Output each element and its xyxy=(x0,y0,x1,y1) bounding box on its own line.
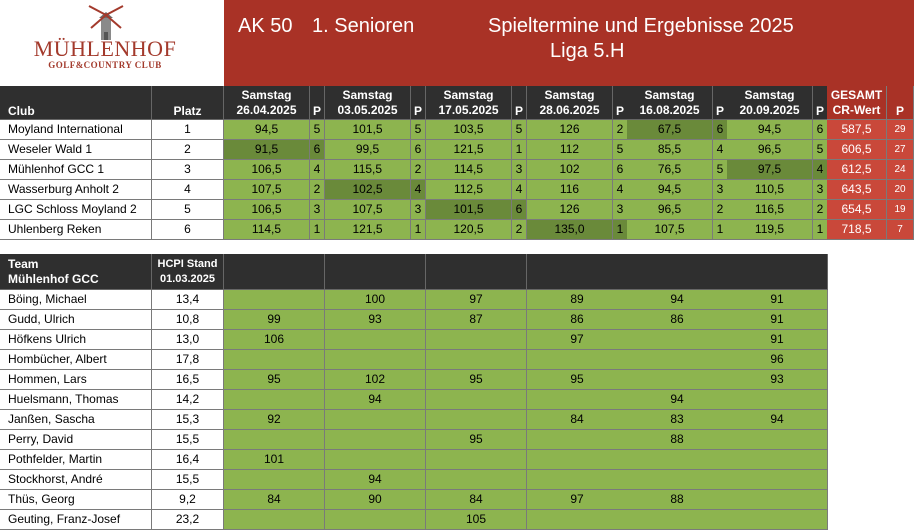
club-name: Mühlenhof GCC 1 xyxy=(0,160,152,180)
club-name: Uhlenberg Reken xyxy=(0,220,152,240)
player-name: Stockhorst, André xyxy=(0,470,152,490)
player-score: 95 xyxy=(426,370,527,390)
club-col-header xyxy=(0,86,152,120)
player-score xyxy=(527,430,628,450)
round-score: 94,5 xyxy=(224,120,310,140)
date-value: 16.08.2025 xyxy=(639,103,700,117)
player-score: 102 xyxy=(325,370,426,390)
round-score: 120,5 xyxy=(426,220,512,240)
round-points: 3 xyxy=(613,200,628,220)
total-score: 643,5 xyxy=(827,180,887,200)
round-points: 2 xyxy=(813,200,828,220)
platz-col-header: Platz xyxy=(152,86,224,120)
player-row xyxy=(0,470,914,490)
round-points: 4 xyxy=(613,180,628,200)
club-rank: 4 xyxy=(152,180,224,200)
round-points: 1 xyxy=(411,220,426,240)
club-name: Wasserburg Anholt 2 xyxy=(0,180,152,200)
player-name: Böing, Michael xyxy=(0,290,152,310)
team-date-col-4 xyxy=(527,254,628,290)
club-row xyxy=(0,220,914,240)
round-score: 101,5 xyxy=(426,200,512,220)
round-points: 3 xyxy=(713,180,728,200)
round-points: 5 xyxy=(813,140,828,160)
player-score: 83 xyxy=(627,410,728,430)
player-score xyxy=(426,410,527,430)
round-points: 1 xyxy=(310,220,325,240)
date-day: Samstag xyxy=(744,88,795,102)
points-col-header-5: P xyxy=(713,86,728,120)
round-points: 5 xyxy=(613,140,628,160)
total-score: 718,5 xyxy=(827,220,887,240)
round-score: 115,5 xyxy=(325,160,411,180)
player-score xyxy=(627,350,728,370)
player-score xyxy=(325,330,426,350)
round-points: 2 xyxy=(613,120,628,140)
team-date-col-3 xyxy=(426,254,527,290)
round-score: 126 xyxy=(527,120,613,140)
points-col-header-6: P xyxy=(813,86,828,120)
player-score xyxy=(727,390,828,410)
round-points: 1 xyxy=(613,220,628,240)
total-points-header: P xyxy=(887,86,914,120)
round-points: 5 xyxy=(512,120,527,140)
points-col-header-3: P xyxy=(512,86,527,120)
player-score xyxy=(727,450,828,470)
round-score: 116,5 xyxy=(727,200,813,220)
player-score: 91 xyxy=(727,310,828,330)
team-label: Team xyxy=(8,257,39,271)
points-col-header-2: P xyxy=(411,86,426,120)
date-day: Samstag xyxy=(241,88,292,102)
player-score xyxy=(224,470,325,490)
round-score: 99,5 xyxy=(325,140,411,160)
player-score xyxy=(727,490,828,510)
logo-sub-text: GOLF&COUNTRY CLUB xyxy=(48,60,162,70)
date-value: 28.06.2025 xyxy=(539,103,600,117)
round-score: 67,5 xyxy=(627,120,713,140)
player-row xyxy=(0,450,914,470)
round-points: 4 xyxy=(713,140,728,160)
player-hcpi: 16,4 xyxy=(152,450,224,470)
player-score: 84 xyxy=(426,490,527,510)
date-header-1 xyxy=(224,86,310,120)
team-club-label: Mühlenhof GCC xyxy=(8,272,99,286)
player-score: 84 xyxy=(527,410,628,430)
gesamt-label: GESAMT xyxy=(830,88,883,102)
player-hcpi: 13,0 xyxy=(152,330,224,350)
round-score: 101,5 xyxy=(325,120,411,140)
date-value: 03.05.2025 xyxy=(337,103,398,117)
round-score: 135,0 xyxy=(527,220,613,240)
round-score: 114,5 xyxy=(224,220,310,240)
player-row xyxy=(0,310,914,330)
round-points: 1 xyxy=(813,220,828,240)
round-score: 112 xyxy=(527,140,613,160)
round-points: 4 xyxy=(310,160,325,180)
player-hcpi: 15,5 xyxy=(152,470,224,490)
round-points: 3 xyxy=(512,160,527,180)
round-score: 94,5 xyxy=(627,180,713,200)
player-score xyxy=(325,450,426,470)
player-score: 90 xyxy=(325,490,426,510)
team-class: 1. Senioren xyxy=(312,15,415,37)
round-points: 6 xyxy=(613,160,628,180)
round-points: 2 xyxy=(713,200,728,220)
player-score xyxy=(426,330,527,350)
player-row xyxy=(0,490,914,510)
player-score: 84 xyxy=(224,490,325,510)
round-score: 103,5 xyxy=(426,120,512,140)
player-score xyxy=(527,390,628,410)
club-rank: 2 xyxy=(152,140,224,160)
round-points: 3 xyxy=(813,180,828,200)
round-score: 126 xyxy=(527,200,613,220)
points-col-header-1: P xyxy=(310,86,325,120)
hcpi-col-header xyxy=(152,254,224,290)
player-row xyxy=(0,390,914,410)
gesamt-header xyxy=(827,86,887,120)
player-score xyxy=(727,470,828,490)
player-score xyxy=(426,350,527,370)
date-value: 17.05.2025 xyxy=(438,103,499,117)
round-points: 2 xyxy=(310,180,325,200)
player-name: Thüs, Georg xyxy=(0,490,152,510)
team-date-col-1 xyxy=(224,254,325,290)
player-hcpi: 13,4 xyxy=(152,290,224,310)
club-row xyxy=(0,200,914,220)
club-row xyxy=(0,160,914,180)
player-score xyxy=(426,470,527,490)
date-day: Samstag xyxy=(443,88,494,102)
player-score: 94 xyxy=(325,390,426,410)
total-points: 29 xyxy=(887,120,914,140)
age-class: AK 50 xyxy=(238,15,293,37)
player-score xyxy=(627,470,728,490)
player-hcpi: 16,5 xyxy=(152,370,224,390)
points-col-header-4: P xyxy=(613,86,628,120)
logo-area xyxy=(0,0,224,86)
round-score: 106,5 xyxy=(224,160,310,180)
player-score: 95 xyxy=(426,430,527,450)
round-points: 1 xyxy=(512,140,527,160)
player-score: 105 xyxy=(426,510,527,530)
round-points: 6 xyxy=(512,200,527,220)
round-score: 110,5 xyxy=(727,180,813,200)
hcpi-label: HCPI Stand xyxy=(157,258,218,270)
club-table-header xyxy=(0,86,914,120)
player-score: 101 xyxy=(224,450,325,470)
player-row xyxy=(0,330,914,350)
player-score xyxy=(426,390,527,410)
player-score: 97 xyxy=(527,490,628,510)
player-score xyxy=(224,430,325,450)
date-day: Samstag xyxy=(544,88,595,102)
date-header-2 xyxy=(325,86,411,120)
player-name: Höfkens Ulrich xyxy=(0,330,152,350)
round-score: 121,5 xyxy=(426,140,512,160)
player-score xyxy=(325,410,426,430)
page-title: Spieltermine und Ergebnisse 2025 xyxy=(488,15,794,37)
team-table-header xyxy=(0,254,914,290)
player-score xyxy=(325,350,426,370)
player-score xyxy=(325,430,426,450)
player-score: 97 xyxy=(527,330,628,350)
spacer-row xyxy=(0,240,914,254)
round-score: 76,5 xyxy=(627,160,713,180)
round-points: 6 xyxy=(411,140,426,160)
total-points: 19 xyxy=(887,200,914,220)
player-score xyxy=(527,470,628,490)
round-score: 119,5 xyxy=(727,220,813,240)
total-score: 606,5 xyxy=(827,140,887,160)
club-row xyxy=(0,120,914,140)
player-score: 92 xyxy=(224,410,325,430)
player-score xyxy=(527,450,628,470)
title-banner xyxy=(224,0,914,86)
round-points: 2 xyxy=(411,160,426,180)
player-score: 95 xyxy=(224,370,325,390)
player-score xyxy=(727,510,828,530)
total-score: 587,5 xyxy=(827,120,887,140)
round-points: 6 xyxy=(813,120,828,140)
player-score: 91 xyxy=(727,330,828,350)
player-score xyxy=(727,430,828,450)
player-hcpi: 9,2 xyxy=(152,490,224,510)
round-score: 91,5 xyxy=(224,140,310,160)
round-points: 1 xyxy=(713,220,728,240)
club-logo xyxy=(25,2,185,82)
player-score: 99 xyxy=(224,310,325,330)
player-score xyxy=(325,510,426,530)
player-score: 96 xyxy=(727,350,828,370)
round-score: 112,5 xyxy=(426,180,512,200)
round-score: 94,5 xyxy=(727,120,813,140)
player-score: 94 xyxy=(727,410,828,430)
total-points: 27 xyxy=(887,140,914,160)
round-points: 4 xyxy=(411,180,426,200)
player-score xyxy=(224,350,325,370)
hcpi-date: 01.03.2025 xyxy=(159,273,216,285)
round-score: 121,5 xyxy=(325,220,411,240)
player-score: 94 xyxy=(627,290,728,310)
player-row xyxy=(0,350,914,370)
player-score xyxy=(627,330,728,350)
round-score: 102 xyxy=(527,160,613,180)
player-row xyxy=(0,370,914,390)
date-header-4 xyxy=(527,86,613,120)
player-row xyxy=(0,510,914,530)
player-score xyxy=(426,450,527,470)
club-row xyxy=(0,180,914,200)
round-points: 4 xyxy=(512,180,527,200)
player-hcpi: 10,8 xyxy=(152,310,224,330)
player-score: 86 xyxy=(527,310,628,330)
player-score xyxy=(627,510,728,530)
club-row xyxy=(0,140,914,160)
club-rank: 5 xyxy=(152,200,224,220)
total-score: 612,5 xyxy=(827,160,887,180)
player-score: 94 xyxy=(627,390,728,410)
player-hcpi: 23,2 xyxy=(152,510,224,530)
player-score xyxy=(627,450,728,470)
total-points: 24 xyxy=(887,160,914,180)
player-score: 95 xyxy=(527,370,628,390)
round-points: 3 xyxy=(310,200,325,220)
round-points: 3 xyxy=(411,200,426,220)
date-header-6 xyxy=(727,86,813,120)
player-score: 87 xyxy=(426,310,527,330)
player-score xyxy=(224,510,325,530)
club-name: Moyland International xyxy=(0,120,152,140)
player-score: 88 xyxy=(627,490,728,510)
team-col-header xyxy=(0,254,152,290)
total-score: 654,5 xyxy=(827,200,887,220)
player-name: Pothfelder, Martin xyxy=(0,450,152,470)
date-header-5 xyxy=(627,86,713,120)
team-date-col-5 xyxy=(627,254,728,290)
round-score: 96,5 xyxy=(727,140,813,160)
crwert-label: CR-Wert xyxy=(832,103,881,117)
round-score: 107,5 xyxy=(325,200,411,220)
date-value: 20.09.2025 xyxy=(739,103,800,117)
player-name: Huelsmann, Thomas xyxy=(0,390,152,410)
round-score: 102,5 xyxy=(325,180,411,200)
player-score: 100 xyxy=(325,290,426,310)
round-score: 85,5 xyxy=(627,140,713,160)
date-day: Samstag xyxy=(644,88,695,102)
player-name: Hommen, Lars xyxy=(0,370,152,390)
player-name: Gudd, Ulrich xyxy=(0,310,152,330)
player-score: 93 xyxy=(727,370,828,390)
round-points: 6 xyxy=(713,120,728,140)
round-score: 97,5 xyxy=(727,160,813,180)
round-score: 96,5 xyxy=(627,200,713,220)
player-score xyxy=(627,370,728,390)
player-name: Janßen, Sascha xyxy=(0,410,152,430)
player-score: 97 xyxy=(426,290,527,310)
round-points: 5 xyxy=(411,120,426,140)
player-score xyxy=(527,510,628,530)
round-points: 5 xyxy=(713,160,728,180)
player-score: 93 xyxy=(325,310,426,330)
player-score xyxy=(527,350,628,370)
player-score: 94 xyxy=(325,470,426,490)
round-points: 4 xyxy=(813,160,828,180)
total-points: 20 xyxy=(887,180,914,200)
round-points: 2 xyxy=(512,220,527,240)
round-score: 116 xyxy=(527,180,613,200)
player-score: 86 xyxy=(627,310,728,330)
logo-main-text: MÜHLENHOF xyxy=(33,36,177,61)
date-header-3 xyxy=(426,86,512,120)
player-row xyxy=(0,430,914,450)
date-day: Samstag xyxy=(342,88,393,102)
player-name: Perry, David xyxy=(0,430,152,450)
player-hcpi: 14,2 xyxy=(152,390,224,410)
round-score: 107,5 xyxy=(627,220,713,240)
player-score: 88 xyxy=(627,430,728,450)
player-name: Geuting, Franz-Josef xyxy=(0,510,152,530)
player-score: 106 xyxy=(224,330,325,350)
player-hcpi: 15,3 xyxy=(152,410,224,430)
player-row xyxy=(0,410,914,430)
player-hcpi: 15,5 xyxy=(152,430,224,450)
team-date-col-2 xyxy=(325,254,426,290)
team-date-col-6 xyxy=(727,254,828,290)
club-name: Weseler Wald 1 xyxy=(0,140,152,160)
total-points: 7 xyxy=(887,220,914,240)
round-score: 106,5 xyxy=(224,200,310,220)
club-name: LGC Schloss Moyland 2 xyxy=(0,200,152,220)
player-score xyxy=(224,290,325,310)
player-score xyxy=(224,390,325,410)
round-score: 114,5 xyxy=(426,160,512,180)
round-score: 107,5 xyxy=(224,180,310,200)
player-row xyxy=(0,290,914,310)
player-name: Hombücher, Albert xyxy=(0,350,152,370)
player-score: 91 xyxy=(727,290,828,310)
club-rank: 6 xyxy=(152,220,224,240)
round-points: 6 xyxy=(310,140,325,160)
league-name: Liga 5.H xyxy=(550,40,625,62)
player-score: 89 xyxy=(527,290,628,310)
club-rank: 1 xyxy=(152,120,224,140)
club-rank: 3 xyxy=(152,160,224,180)
player-hcpi: 17,8 xyxy=(152,350,224,370)
club-header-label: Club xyxy=(8,104,35,118)
round-points: 5 xyxy=(310,120,325,140)
date-value: 26.04.2025 xyxy=(236,103,297,117)
